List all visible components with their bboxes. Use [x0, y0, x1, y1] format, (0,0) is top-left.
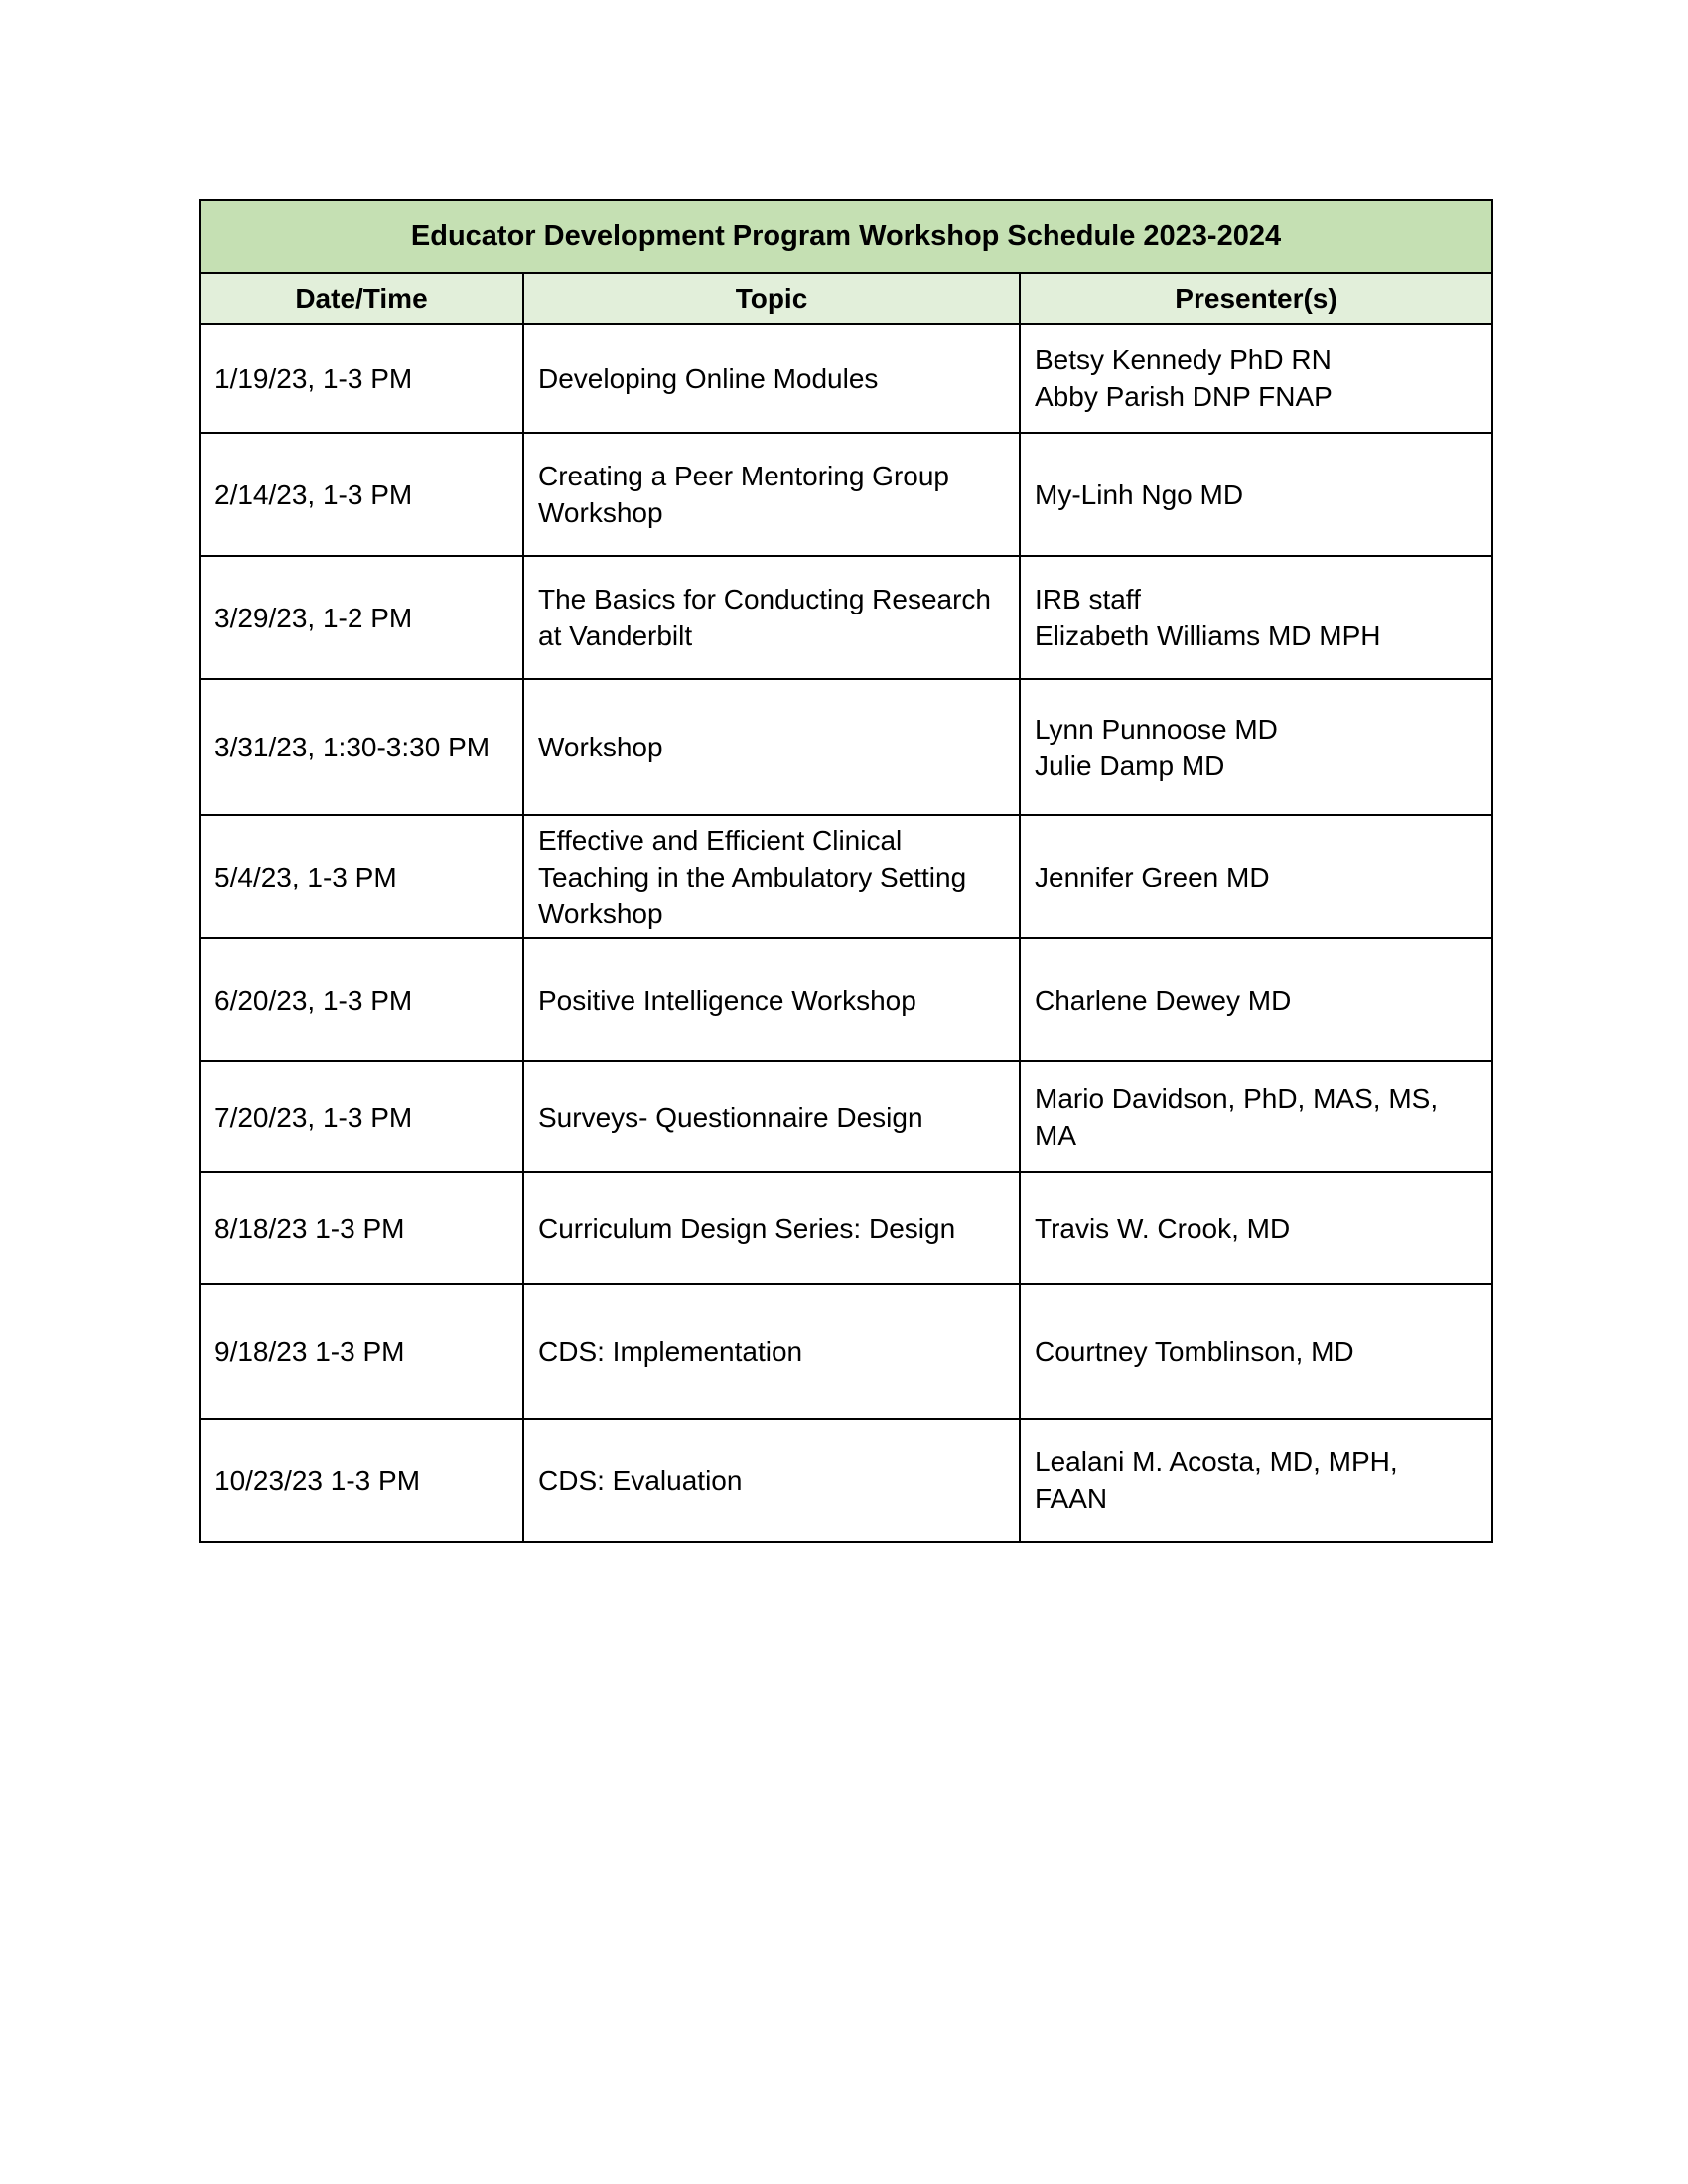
topic-cell — [523, 1419, 1020, 1542]
topic-line: Surveys- Questionnaire Design — [538, 1101, 923, 1133]
table-row — [200, 1172, 1492, 1284]
table-row — [200, 1061, 1492, 1172]
topic-cell — [523, 556, 1020, 679]
presenter-line: Elizabeth Williams MD MPH — [1035, 620, 1381, 651]
topic-cell — [523, 1172, 1020, 1284]
presenter-line: Courtney Tomblinson, MD — [1035, 1335, 1354, 1367]
topic-line: Creating a Peer Mentoring Group — [538, 461, 949, 491]
presenter-line: Abby Parish DNP FNAP — [1035, 381, 1333, 412]
presenter-line: Julie Damp MD — [1035, 750, 1225, 781]
topic-line: Workshop — [538, 497, 663, 528]
table-row — [200, 324, 1492, 433]
date-time-cell: 8/18/23 1-3 PM — [200, 1172, 523, 1284]
header-row — [200, 273, 1492, 324]
presenter-line: Jennifer Green MD — [1035, 861, 1270, 892]
table-row — [200, 938, 1492, 1061]
topic-cell — [523, 938, 1020, 1061]
topic-cell — [523, 679, 1020, 815]
topic-cell — [523, 815, 1020, 938]
table-row — [200, 679, 1492, 815]
topic-line: at Vanderbilt — [538, 620, 693, 651]
presenter-line: MA — [1035, 1120, 1076, 1151]
topic-line: CDS: Evaluation — [538, 1464, 743, 1496]
presenters-cell — [1020, 556, 1492, 679]
presenters-cell — [1020, 1061, 1492, 1172]
presenter-line: My-Linh Ngo MD — [1035, 478, 1244, 510]
table-row — [200, 433, 1492, 556]
topic-line: Curriculum Design Series: Design — [538, 1212, 956, 1244]
topic-line: CDS: Implementation — [538, 1335, 803, 1367]
presenter-line: Betsy Kennedy PhD RN — [1035, 344, 1332, 375]
topic-line: Workshop — [538, 897, 663, 929]
table-row — [200, 556, 1492, 679]
table-title: Educator Development Program Workshop Schedule 2023-2024 — [200, 200, 1492, 273]
header-date-time: Date/Time — [200, 273, 523, 324]
presenters-cell — [1020, 1172, 1492, 1284]
topic-line: Workshop — [538, 732, 663, 762]
presenters-cell — [1020, 1284, 1492, 1419]
presenters-cell — [1020, 324, 1492, 433]
date-time-cell: 6/20/23, 1-3 PM — [200, 938, 523, 1061]
presenters-cell — [1020, 679, 1492, 815]
topic-line: The Basics for Conducting Research — [538, 584, 991, 614]
presenter-line: Charlene Dewey MD — [1035, 984, 1292, 1016]
header-presenters: Presenter(s) — [1020, 273, 1492, 324]
presenters-cell — [1020, 433, 1492, 556]
date-time-cell: 3/31/23, 1:30-3:30 PM — [200, 679, 523, 815]
workshop-schedule-table — [199, 199, 1493, 1543]
topic-cell — [523, 1061, 1020, 1172]
date-time-cell: 10/23/23 1-3 PM — [200, 1419, 523, 1542]
header-topic: Topic — [523, 273, 1020, 324]
table-row — [200, 815, 1492, 938]
presenter-line: Lealani M. Acosta, MD, MPH, FAAN — [1035, 1446, 1398, 1514]
topic-line: Positive Intelligence Workshop — [538, 984, 916, 1016]
presenter-line: Travis W. Crook, MD — [1035, 1212, 1291, 1244]
presenter-line: IRB staff — [1035, 584, 1141, 614]
date-time-cell: 3/29/23, 1-2 PM — [200, 556, 523, 679]
presenter-line: Mario Davidson, PhD, MAS, MS, — [1035, 1083, 1439, 1114]
topic-line: Developing Online Modules — [538, 362, 879, 394]
presenters-cell — [1020, 1419, 1492, 1542]
topic-line: Teaching in the Ambulatory Setting — [538, 861, 967, 892]
table-row — [200, 1284, 1492, 1419]
presenter-line: Lynn Punnoose MD — [1035, 713, 1278, 745]
date-time-cell: 9/18/23 1-3 PM — [200, 1284, 523, 1419]
table-row — [200, 1419, 1492, 1542]
date-time-cell: 7/20/23, 1-3 PM — [200, 1061, 523, 1172]
topic-cell — [523, 324, 1020, 433]
topic-cell — [523, 433, 1020, 556]
topic-cell — [523, 1284, 1020, 1419]
presenters-cell — [1020, 938, 1492, 1061]
date-time-cell: 5/4/23, 1-3 PM — [200, 815, 523, 938]
date-time-cell: 1/19/23, 1-3 PM — [200, 324, 523, 433]
date-time-cell: 2/14/23, 1-3 PM — [200, 433, 523, 556]
schedule-body — [200, 324, 1492, 1542]
topic-line: Effective and Efficient Clinical — [538, 824, 903, 856]
title-row — [200, 200, 1492, 273]
presenters-cell — [1020, 815, 1492, 938]
